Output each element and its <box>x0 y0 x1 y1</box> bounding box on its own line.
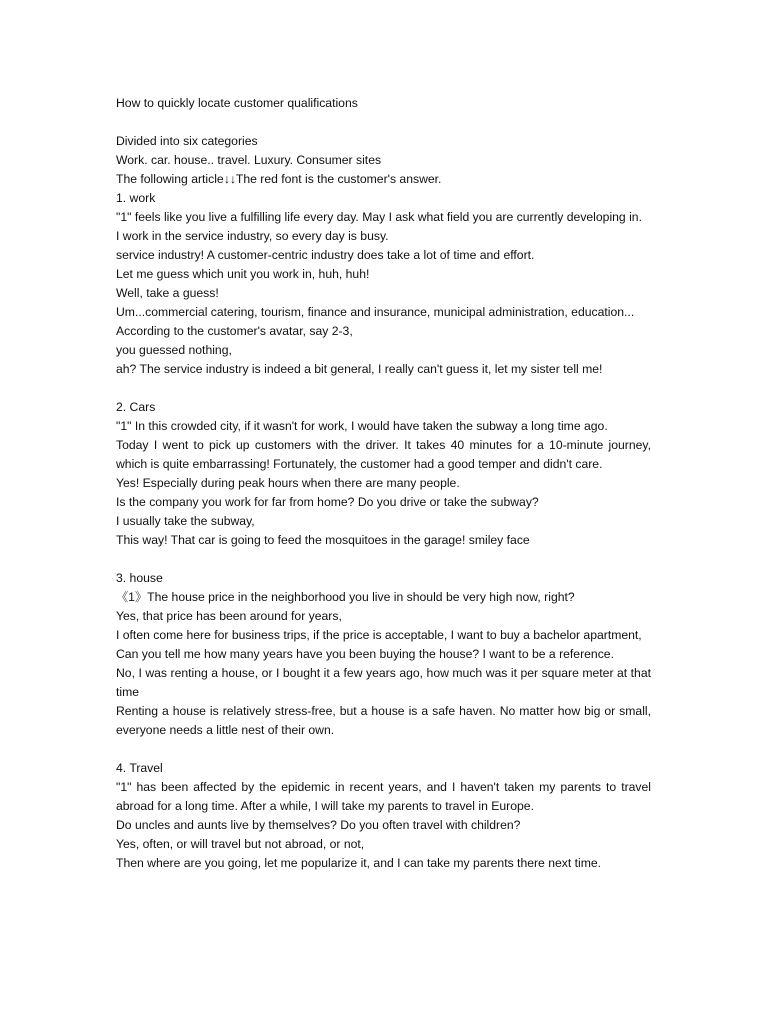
paragraph: Renting a house is relatively stress-free, but a house is a safe haven. No matter how big or small, everyone needs a little nest of their own. <box>116 704 651 737</box>
paragraph: "1" has been affected by the epidemic in recent years, and I haven't taken my parents to travel abroad for a long time. After a while, I will take my parents to travel in Europe. <box>116 780 651 813</box>
document-title: How to quickly locate customer qualifications <box>116 96 358 110</box>
paragraph: No, I was renting a house, or I bought it a few years ago, how much was it per square meter at that time <box>116 666 651 699</box>
section-house <box>116 569 651 740</box>
intro-line: Work. car. house.. travel. Luxury. Consumer sites <box>116 153 382 167</box>
paragraph: Do uncles and aunts live by themselves? Do you often travel with children? <box>116 818 521 832</box>
paragraph: 《1》The house price in the neighborhood you live in should be very high now, right? <box>116 590 575 604</box>
section-work <box>116 189 651 379</box>
paragraph: Yes, that price has been around for years, <box>116 609 342 623</box>
paragraph: This way! That car is going to feed the mosquitoes in the garage! smiley face <box>116 533 530 547</box>
paragraph: I work in the service industry, so every day is busy. <box>116 229 389 243</box>
paragraph: Then where are you going, let me popularize it, and I can take my parents there next time. <box>116 856 602 870</box>
paragraph: "1" In this crowded city, if it wasn't for work, I would have taken the subway a long time ago. <box>116 419 608 433</box>
paragraph: I often come here for business trips, if the price is acceptable, I want to buy a bachelor apartment, <box>116 628 642 642</box>
section-travel <box>116 759 651 873</box>
paragraph: Yes! Especially during peak hours when there are many people. <box>116 476 460 490</box>
paragraph: service industry! A customer-centric industry does take a lot of time and effort. <box>116 248 535 262</box>
spacer <box>116 379 651 398</box>
section-heading: 4. Travel <box>116 761 163 775</box>
spacer <box>116 113 651 132</box>
document-page <box>116 94 651 873</box>
paragraph: Let me guess which unit you work in, huh, huh! <box>116 267 370 281</box>
paragraph: Yes, often, or will travel but not abroad, or not, <box>116 837 365 851</box>
spacer <box>116 740 651 759</box>
paragraph: According to the customer's avatar, say 2-3, <box>116 324 353 338</box>
section-heading: 2. Cars <box>116 400 156 414</box>
spacer <box>116 550 651 569</box>
section-heading: 1. work <box>116 191 156 205</box>
paragraph: Um...commercial catering, tourism, finance and insurance, municipal administration, education... <box>116 305 635 319</box>
paragraph: Can you tell me how many years have you been buying the house? I want to be a reference. <box>116 647 614 661</box>
intro-line: Divided into six categories <box>116 134 258 148</box>
paragraph: you guessed nothing, <box>116 343 232 357</box>
intro-line: The following article↓↓The red font is the customer's answer. <box>116 172 442 186</box>
section-heading: 3. house <box>116 571 163 585</box>
paragraph: I usually take the subway, <box>116 514 255 528</box>
paragraph: Well, take a guess! <box>116 286 219 300</box>
paragraph: Today I went to pick up customers with the driver. It takes 40 minutes for a 10-minute journey, which is quite embarrassing! Fortunately, the customer had a good temper and didn't care. <box>116 438 651 471</box>
paragraph: Is the company you work for far from home? Do you drive or take the subway? <box>116 495 539 509</box>
section-cars <box>116 398 651 550</box>
paragraph: "1" feels like you live a fulfilling life every day. May I ask what field you are currently developing in. <box>116 210 642 224</box>
paragraph: ah? The service industry is indeed a bit general, I really can't guess it, let my sister tell me! <box>116 362 603 376</box>
